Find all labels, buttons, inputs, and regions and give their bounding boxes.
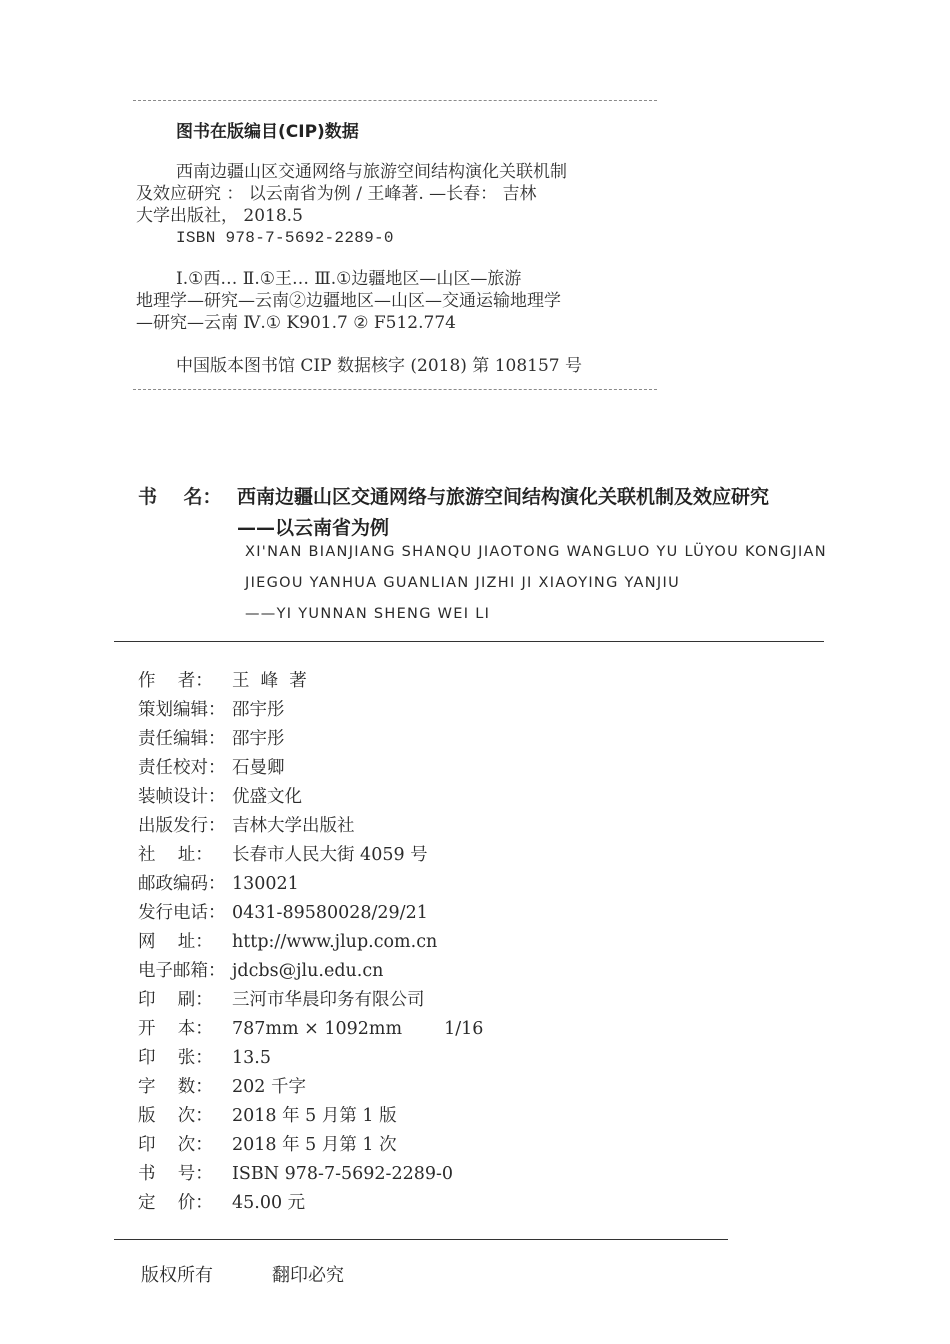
info-row-proofreader [138, 754, 285, 783]
piracy-notice: 翻印必究 [272, 1265, 344, 1286]
info-label: 邮政编码： [138, 874, 226, 894]
info-label: 策划编辑： [138, 700, 226, 720]
info-row-sheets [138, 1044, 271, 1073]
email-link[interactable]: jdcbs@jlu.edu.cn [232, 961, 384, 981]
info-label: 定 价： [138, 1193, 213, 1213]
footer-divider [114, 1239, 728, 1240]
cip-bottom-divider [133, 389, 657, 390]
info-label: 责任编辑： [138, 729, 226, 749]
info-row-word-count [138, 1073, 306, 1102]
info-value: 邵宇彤 [232, 700, 285, 720]
title-pinyin-line: ——YI YUNNAN SHENG WEI LI [245, 606, 491, 622]
info-row-printer [138, 986, 425, 1015]
info-label: 电子邮箱： [138, 961, 226, 981]
cip-class-line: Ⅰ.①西… Ⅱ.①王… Ⅲ.①边疆地区—山区—旅游 [176, 269, 522, 289]
info-row-edition [138, 1102, 397, 1131]
info-value: ISBN 978-7-5692-2289-0 [232, 1164, 454, 1184]
info-row-price [138, 1189, 305, 1218]
info-label: 出版发行： [138, 816, 226, 836]
info-label: 社 址： [138, 845, 213, 865]
title-pinyin-line: JIEGOU YANHUA GUANLIAN JIZHI JI XIAOYING YANJIU [245, 575, 680, 591]
info-row-address [138, 841, 428, 870]
info-value: 45.00 元 [232, 1193, 306, 1213]
book-subtitle: ——以云南省为例 [237, 517, 390, 539]
cip-desc-line: 及效应研究 ： 以云南省为例 / 王峰著. —长春： 吉林 [136, 184, 537, 204]
info-row-phone [138, 899, 428, 928]
copyright-notice: 版权所有 [141, 1265, 213, 1286]
info-row-binding-design [138, 783, 302, 812]
info-value-extra: 1/16 [444, 1019, 484, 1039]
info-label: 作 者： [138, 671, 213, 691]
info-label: 网 址： [138, 932, 213, 952]
info-value: 邵宇彤 [232, 729, 285, 749]
info-label: 发行电话： [138, 903, 226, 923]
title-label: 书 名： [138, 486, 222, 508]
info-label: 印 张： [138, 1048, 213, 1068]
info-row-website [138, 928, 437, 957]
info-row-planning-editor [138, 696, 285, 725]
info-label: 书 号： [138, 1164, 213, 1184]
info-value: 吉林大学出版社 [232, 816, 355, 836]
title-pinyin-line: XI'NAN BIANJIANG SHANQU JIAOTONG WANGLUO YU LÜYOU KONGJIAN [245, 544, 827, 560]
cip-heading: 图书在版编目(CIP)数据 [176, 122, 359, 142]
cip-class-line: —研究—云南 Ⅳ.① K901.7 ② F512.774 [136, 313, 456, 333]
cip-top-divider [133, 100, 657, 101]
info-value: 202 千字 [232, 1077, 306, 1097]
cip-desc-line: 西南边疆山区交通网络与旅游空间结构演化关联机制 [176, 162, 567, 182]
website-link[interactable]: http://www.jlup.com.cn [232, 932, 438, 952]
info-row-isbn [138, 1160, 453, 1189]
info-row-email [138, 957, 383, 986]
info-value: 130021 [232, 874, 299, 894]
info-row-format [138, 1015, 483, 1044]
info-value: 13.5 [232, 1048, 271, 1068]
cip-class-line: 地理学—研究—云南②边疆地区—山区—交通运输地理学 [136, 291, 561, 311]
info-value: 2018 年 5 月第 1 次 [232, 1135, 397, 1155]
info-value: 长春市人民大街 4059 号 [232, 845, 428, 865]
info-row-responsible-editor [138, 725, 285, 754]
info-value: 三河市华晨印务有限公司 [232, 990, 425, 1010]
info-value: 石曼卿 [232, 758, 285, 778]
book-title: 西南边疆山区交通网络与旅游空间结构演化关联机制及效应研究 [237, 486, 770, 508]
info-label: 字 数： [138, 1077, 213, 1097]
info-row-author [138, 667, 307, 696]
cip-verify-line: 中国版本图书馆 CIP 数据核字 (2018) 第 108157 号 [176, 356, 583, 376]
info-value: 0431-89580028/29/21 [232, 903, 428, 923]
info-value: 787mm × 1092mm [232, 1019, 403, 1039]
info-row-publisher [138, 812, 355, 841]
cip-isbn-line: ISBN 978-7-5692-2289-0 [176, 229, 394, 247]
info-row-postcode [138, 870, 299, 899]
title-divider [114, 641, 824, 642]
info-label: 装帧设计： [138, 787, 226, 807]
cip-desc-line: 大学出版社， 2018.5 [136, 206, 303, 226]
info-label: 责任校对： [138, 758, 226, 778]
info-value: 2018 年 5 月第 1 版 [232, 1106, 397, 1126]
info-value: 优盛文化 [232, 787, 302, 807]
info-value: 王 峰 著 [232, 671, 307, 691]
info-label: 版 次： [138, 1106, 213, 1126]
info-label: 印 次： [138, 1135, 213, 1155]
info-label: 印 刷： [138, 990, 213, 1010]
info-label: 开 本： [138, 1019, 213, 1039]
info-row-impression [138, 1131, 397, 1160]
